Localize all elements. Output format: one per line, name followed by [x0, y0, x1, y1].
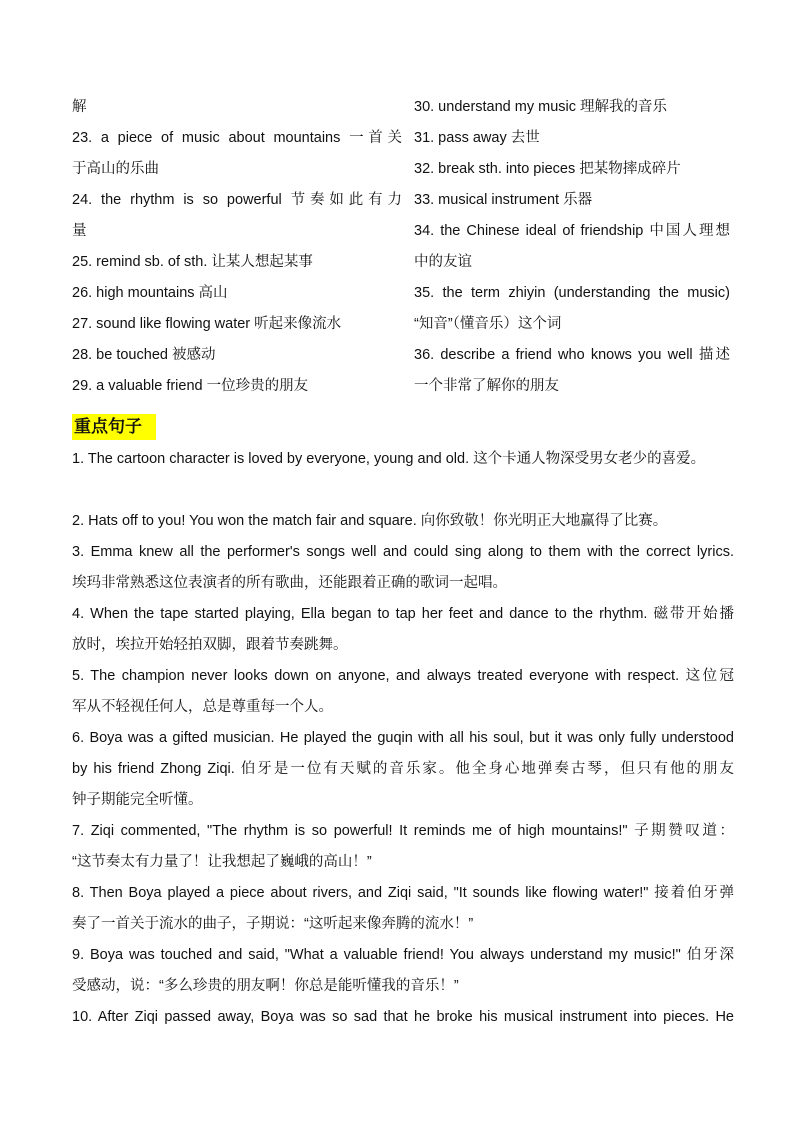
vocab-line: 28. be touched 被感动 [72, 347, 216, 363]
vocab-line: 27. sound like flowing water 听起来像流水 [72, 316, 342, 332]
key-sentences-list [72, 444, 734, 1033]
vocab-line: 34. the Chinese ideal of friendship 中国人理想 [414, 223, 730, 239]
sentence-line: 2. Hats off to you! You won the match fair and square. 向你致敬！你光明正大地赢得了比赛。 [72, 513, 668, 529]
vocab-line: 中的友谊 [414, 254, 472, 270]
vocab-line: 35. the term zhiyin (understanding the music) [414, 285, 730, 301]
section-title: 重点句子 [72, 414, 156, 440]
vocab-line: 于高山的乐曲 [72, 161, 159, 177]
vocab-line: 32. break sth. into pieces 把某物摔成碎片 [414, 161, 681, 177]
vocab-column-right [414, 92, 730, 402]
sentence-line: 9. Boya was touched and said, "What a valuable friend! You always understand my music!" 伯牙深 [72, 947, 734, 963]
sentence-line: 受感动，说：“多么珍贵的朋友啊！你总是能听懂我的音乐！” [72, 978, 459, 994]
sentence-line: 钟子期能完全听懂。 [72, 792, 203, 808]
vocab-line: 33. musical instrument 乐器 [414, 192, 593, 208]
sentence-line: “这节奏太有力量了！让我想起了巍峨的高山！” [72, 854, 372, 870]
sentence-line: 军从不轻视任何人，总是尊重每一个人。 [72, 699, 333, 715]
vocab-line: 24. the rhythm is so powerful 节奏如此有力 [72, 192, 402, 208]
sentence-line: 埃玛非常熟悉这位表演者的所有歌曲，还能跟着正确的歌词一起唱。 [72, 575, 507, 591]
blank-line [72, 475, 734, 506]
vocab-line: 30. understand my music 理解我的音乐 [414, 99, 668, 115]
vocab-line: 23. a piece of music about mountains 一首关 [72, 130, 402, 146]
sentence-line: 5. The champion never looks down on anyone, and always treated everyone with respect. 这位冠 [72, 668, 734, 684]
sentence-line: 6. Boya was a gifted musician. He played the guqin with all his soul, but it was only fully understood [72, 730, 734, 746]
sentence-line: 10. After Ziqi passed away, Boya was so sad that he broke his musical instrument into pieces. He [72, 1009, 734, 1025]
vocab-line: 一个非常了解你的朋友 [414, 378, 559, 394]
sentence-line: 放时，埃拉开始轻拍双脚，跟着节奏跳舞。 [72, 637, 348, 653]
vocab-line: “知音”（懂音乐）这个词 [414, 316, 562, 332]
vocab-line: 26. high mountains 高山 [72, 285, 228, 301]
vocab-line: 29. a valuable friend 一位珍贵的朋友 [72, 378, 309, 394]
vocab-line: 36. describe a friend who knows you well 描述 [414, 347, 730, 363]
sentence-line: 奏了一首关于流水的曲子，子期说：“这听起来像奔腾的流水！” [72, 916, 474, 932]
vocab-line: 解 [72, 99, 87, 115]
vocab-line: 25. remind sb. of sth. 让某人想起某事 [72, 254, 313, 270]
sentence-line: 3. Emma knew all the performer's songs well and could sing along to them with the correct lyrics. [72, 544, 734, 560]
section-heading [72, 414, 156, 440]
vocab-column-left [72, 92, 402, 402]
sentence-line: 8. Then Boya played a piece about rivers, and Ziqi said, "It sounds like flowing water!" 接着伯牙弹 [72, 885, 734, 901]
sentence-line: by his friend Zhong Ziqi. 伯牙是一位有天赋的音乐家。他全身心地弹奏古琴，但只有他的朋友 [72, 761, 734, 777]
vocab-line: 31. pass away 去世 [414, 130, 540, 146]
sentence-line: 1. The cartoon character is loved by everyone, young and old. 这个卡通人物深受男女老少的喜爱。 [72, 451, 706, 467]
vocab-line: 量 [72, 223, 87, 239]
sentence-line: 7. Ziqi commented, "The rhythm is so powerful! It reminds me of high mountains!" 子期赞叹道： [72, 823, 734, 839]
sentence-line: 4. When the tape started playing, Ella began to tap her feet and dance to the rhythm. 磁带开始播 [72, 606, 734, 622]
